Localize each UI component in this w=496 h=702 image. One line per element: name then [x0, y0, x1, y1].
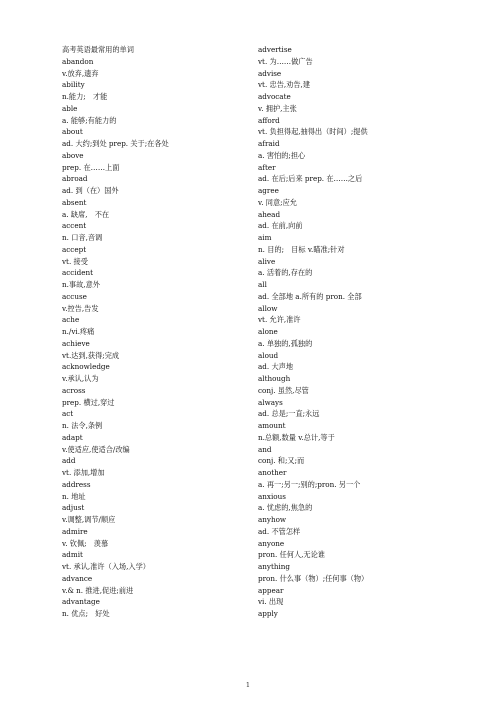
- vocab-word: although: [258, 374, 291, 383]
- vocab-definition: vt. 为……做广告: [258, 56, 313, 66]
- vocab-definition: n.总额,数量 v.总计,等于: [258, 432, 335, 442]
- vocab-definition: vt. 允许,准许: [258, 315, 301, 325]
- vocab-word: alive: [258, 256, 276, 266]
- vocab-definition: conj. 和;又;而: [258, 456, 305, 466]
- vocab-definition: v. 钦佩; 羡慕: [62, 538, 109, 548]
- vocab-word: another: [258, 468, 287, 477]
- vocab-definition: ad. 到（在）国外: [62, 186, 119, 195]
- vocab-definition: a. 单独的,孤独的: [258, 338, 313, 348]
- vocab-definition: vt. 添加,增加: [62, 468, 105, 477]
- vocab-word: able: [62, 103, 78, 113]
- vocab-definition: a. 缺席, 不在: [62, 209, 110, 219]
- vocab-definition: v. 同意;应允: [258, 197, 297, 207]
- vocab-definition: pron. 什么事（物）;任何事（物）: [258, 573, 369, 583]
- vocab-definition: vt.达到,获得;完成: [62, 350, 120, 360]
- page-number: 1: [245, 681, 251, 689]
- vocab-word: across: [62, 385, 86, 395]
- vocab-word: aloud: [258, 350, 279, 360]
- vocab-word: absent: [62, 197, 87, 207]
- vocab-word: admire: [62, 526, 88, 536]
- vocab-word: accent: [62, 221, 87, 231]
- vocab-definition: n.事故,意外: [62, 280, 100, 289]
- vocab-definition: ad. 全部地 a.所有的 pron. 全部: [258, 291, 362, 301]
- vocab-definition: ad. 总是;一直;永远: [258, 409, 320, 419]
- vocab-word: admit: [62, 550, 83, 560]
- vocab-word: alone: [258, 327, 278, 336]
- vocab-word: advocate: [258, 92, 291, 101]
- vocab-definition: n. 法令,条例: [62, 421, 103, 430]
- vocab-word: ahead: [258, 209, 281, 219]
- vocab-word: adapt: [62, 432, 83, 442]
- vocab-word: advantage: [62, 597, 100, 607]
- page-title: 高考英语最常用的单词: [62, 45, 134, 54]
- left-column: [62, 44, 232, 620]
- vocab-definition: v.& n. 推进,促进;前进: [62, 585, 134, 595]
- vocab-definition: vi. 出现: [258, 597, 284, 607]
- vocab-definition: n.能力; 才能: [62, 92, 108, 101]
- vocab-word: accept: [62, 244, 87, 254]
- vocab-definition: v. 拥护,主张: [258, 103, 297, 113]
- vocab-definition: prep. 横过,穿过: [62, 397, 115, 407]
- vocab-definition: ad. 不管怎样: [258, 526, 301, 536]
- right-column: [258, 44, 448, 620]
- vocab-definition: vt. 负担得起,抽得出（时间）;提供: [258, 127, 368, 137]
- vocab-definition: ad. 大约;到处 prep. 关于;在各处: [62, 139, 169, 148]
- vocab-word: aim: [258, 233, 272, 242]
- vocab-word: afford: [258, 115, 280, 125]
- vocab-definition: n. 优点; 好处: [62, 609, 110, 618]
- vocab-definition: ad. 大声地: [258, 362, 294, 372]
- left-entries: [62, 56, 232, 620]
- vocab-word: ache: [62, 315, 80, 325]
- vocab-definition: vt. 承认,准许（入场,入学）: [62, 562, 150, 571]
- vocab-word: address: [62, 479, 91, 489]
- vocab-word: advise: [258, 68, 282, 78]
- vocab-definition: a. 忧虑的,焦急的: [258, 503, 313, 513]
- vocab-word: abroad: [62, 174, 88, 184]
- vocab-definition: a. 害怕的;担心: [258, 150, 306, 160]
- right-entries: [258, 44, 448, 620]
- vocab-definition: n./vi.疼痛: [62, 327, 95, 336]
- vocab-definition: vt. 接受: [62, 256, 88, 266]
- vocab-word: act: [62, 409, 74, 419]
- vocab-word: amount: [258, 421, 286, 430]
- vocab-word: after: [258, 162, 276, 172]
- vocab-definition: v.承认,认为: [62, 374, 99, 383]
- vocab-definition: n. 地址: [62, 491, 86, 501]
- vocab-word: above: [62, 150, 84, 160]
- vocab-definition: a. 活着的,存在的: [258, 268, 313, 278]
- vocab-word: accident: [62, 268, 94, 278]
- vocab-definition: ad. 在前,向前: [258, 221, 303, 231]
- vocab-word: anything: [258, 562, 291, 571]
- vocab-word: advance: [62, 573, 93, 583]
- vocab-word: anyhow: [258, 515, 287, 524]
- vocab-definition: v.使适应,使适合/改编: [62, 444, 130, 454]
- vocab-word: all: [258, 280, 267, 289]
- vocab-definition: v.控告,告发: [62, 303, 99, 313]
- vocab-definition: n. 口音,音调: [62, 233, 103, 242]
- vocab-word: always: [258, 397, 283, 407]
- vocab-definition: v.调整,调节/顺应: [62, 515, 116, 524]
- vocab-definition: pron. 任何人,无论谁: [258, 550, 325, 560]
- vocab-definition: ad. 在后;后来 prep. 在……之后: [258, 174, 363, 184]
- vocab-word: ability: [62, 80, 85, 90]
- vocab-word: adjust: [62, 503, 85, 513]
- vocab-word: appear: [258, 585, 284, 595]
- vocab-word: abandon: [62, 56, 94, 66]
- vocab-word: and: [258, 444, 272, 454]
- vocab-word: advertise: [258, 45, 292, 54]
- vocab-word: acknowledge: [62, 362, 110, 372]
- vocab-word: apply: [258, 609, 278, 618]
- vocab-word: add: [62, 456, 76, 466]
- vocab-word: afraid: [258, 139, 280, 148]
- vocab-definition: vt. 忠告,劝告,建: [258, 80, 311, 90]
- vocab-definition: a. 能够;有能力的: [62, 115, 117, 125]
- vocab-word: achieve: [62, 338, 90, 348]
- vocab-definition: conj. 虽然,尽管: [258, 385, 309, 395]
- vocab-definition: v.放弃,遗弃: [62, 68, 99, 78]
- vocab-definition: n. 目的; 目标 v.瞄准;针对: [258, 244, 345, 254]
- vocab-word: agree: [258, 186, 279, 195]
- vocab-word: anyone: [258, 538, 285, 548]
- vocab-word: accuse: [62, 291, 87, 301]
- vocab-word: about: [62, 127, 83, 137]
- vocab-definition: prep. 在……上面: [62, 162, 120, 172]
- vocab-word: allow: [258, 303, 278, 313]
- vocab-definition: a. 再一;另一;别的;pron. 另一个: [258, 479, 361, 489]
- vocab-word: anxious: [258, 491, 286, 501]
